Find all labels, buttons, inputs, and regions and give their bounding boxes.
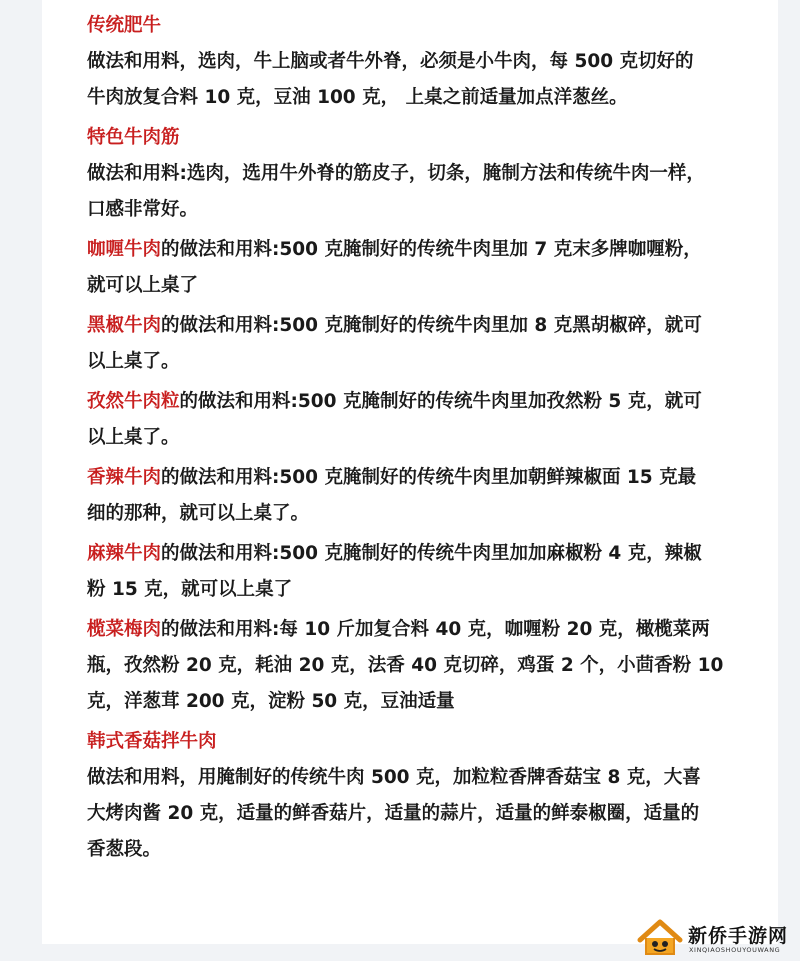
- line-text: 粉 15 克，就可以上桌了: [87, 579, 293, 600]
- line-text: 香葱段。: [87, 839, 162, 860]
- line-text: 瓶，孜然粉 20 克，耗油 20 克，法香 40 克切碎，鸡蛋 2 个，小茴香粉 10: [87, 655, 724, 676]
- paragraph-line: [87, 232, 747, 268]
- paragraph-line: [87, 760, 747, 796]
- paragraph-line: [87, 80, 747, 116]
- section-paragraph: [87, 384, 747, 456]
- line-text: 以上桌了。: [87, 427, 180, 448]
- section-paragraph: [87, 232, 747, 304]
- paragraph-line: [87, 832, 747, 868]
- paragraph-line: [87, 536, 747, 572]
- watermark-title: 新侨手游网: [688, 925, 789, 947]
- line-text: 的做法和用料:500 克腌制好的传统牛肉里加朝鲜辣椒面 15 克最: [161, 467, 697, 488]
- line-text: 的做法和用料:每 10 斤加复合料 40 克，咖喱粉 20 克，橄榄菜两: [161, 619, 710, 640]
- paragraph-line: [87, 460, 747, 496]
- paragraph-line: [87, 192, 747, 228]
- line-text: 大烤肉酱 20 克，适量的鲜香菇片，适量的蒜片，适量的鲜泰椒圈，适量的: [87, 803, 700, 824]
- section-paragraph: [87, 308, 747, 380]
- paragraph-line: [87, 420, 747, 456]
- dish-name: 榄菜梅肉: [87, 619, 162, 640]
- paragraph-line: [87, 648, 747, 684]
- line-text: 的做法和用料:500 克腌制好的传统牛肉里加 8 克黑胡椒碎，就可: [161, 315, 702, 336]
- section-paragraph: [87, 156, 747, 228]
- line-text: 做法和用料，选肉，牛上脑或者牛外脊，必须是小牛肉，每 500 克切好的: [87, 51, 694, 72]
- paragraph-line: [87, 684, 747, 720]
- section-paragraph: [87, 536, 747, 608]
- paragraph-line: [87, 308, 747, 344]
- section-heading: 特色牛肉筋: [87, 127, 180, 148]
- section-heading: 韩式香菇拌牛肉: [87, 731, 217, 752]
- line-text: 口感非常好。: [87, 199, 199, 220]
- section-paragraph: [87, 44, 747, 116]
- line-text: 的做法和用料:500 克腌制好的传统牛肉里加孜然粉 5 克，就可: [179, 391, 702, 412]
- line-text: 克，洋葱茸 200 克，淀粉 50 克，豆油适量: [87, 691, 455, 712]
- section-paragraph: [87, 760, 747, 868]
- watermark-subtitle: XINQIAOSHOUYOUWANG: [689, 946, 781, 954]
- dish-name: 香辣牛肉: [87, 467, 162, 488]
- paragraph-line: [87, 44, 747, 80]
- dish-name: 咖喱牛肉: [87, 239, 162, 260]
- paragraph-line: [87, 612, 747, 648]
- line-text: 牛肉放复合料 10 克，豆油 100 克， 上桌之前适量加点洋葱丝。: [87, 87, 628, 108]
- paragraph-line: [87, 156, 747, 192]
- line-text: 做法和用料:选肉，选用牛外脊的筋皮子，切条，腌制方法和传统牛肉一样，: [87, 163, 705, 184]
- dish-name: 黑椒牛肉: [87, 315, 162, 336]
- dish-name: 孜然牛肉粒: [87, 391, 180, 412]
- paragraph-line: [87, 796, 747, 832]
- house-logo-icon: [636, 918, 684, 958]
- line-text: 做法和用料，用腌制好的传统牛肉 500 克，加粒粒香牌香菇宝 8 克，大喜: [87, 767, 701, 788]
- recipe-content: [87, 8, 747, 872]
- paragraph-line: [87, 572, 747, 608]
- paragraph-line: [87, 384, 747, 420]
- dish-name: 麻辣牛肉: [87, 543, 162, 564]
- watermark-logo: [636, 918, 798, 958]
- paragraph-line: [87, 268, 747, 304]
- line-text: 以上桌了。: [87, 351, 180, 372]
- line-text: 的做法和用料:500 克腌制好的传统牛肉里加 7 克末多牌咖喱粉，: [161, 239, 702, 260]
- line-text: 的做法和用料:500 克腌制好的传统牛肉里加加麻椒粉 4 克，辣椒: [161, 543, 702, 564]
- line-text: 就可以上桌了: [87, 275, 199, 296]
- section-heading: 传统肥牛: [87, 15, 162, 36]
- section-paragraph: [87, 460, 747, 532]
- section-paragraph: [87, 612, 747, 720]
- document-page: [42, 0, 778, 944]
- paragraph-line: [87, 344, 747, 380]
- line-text: 细的那种，就可以上桌了。: [87, 503, 310, 524]
- paragraph-line: [87, 496, 747, 532]
